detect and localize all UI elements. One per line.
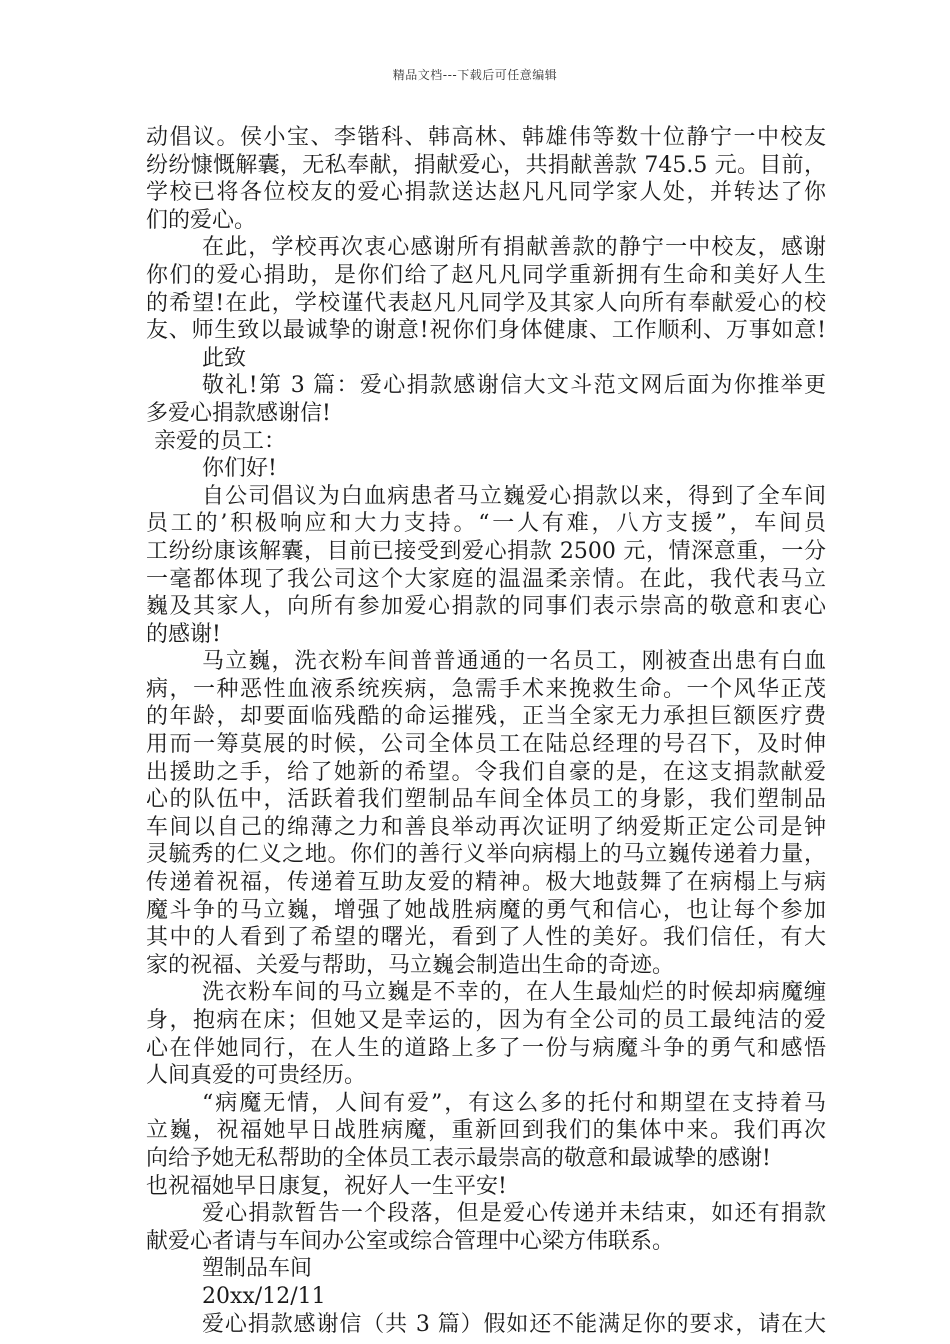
text-line: 们的爱心。: [146, 207, 257, 233]
text-line: 病，一种恶性血液系统疾病，急需手术来挽救生命。一个风华正茂: [146, 676, 826, 702]
text-line: 人间真爱的可贵经历。: [146, 1063, 367, 1089]
text-line: 其中的人看到了希望的曙光，看到了人性的美好。我们信任，有大: [146, 925, 826, 951]
text-line: 的年龄，却要面临残酷的命运摧残，正当全家无力承担巨额医疗费: [146, 704, 826, 730]
text-line: 的感谢!: [146, 621, 221, 647]
text-line: 车间以自己的绵薄之力和善良举动再次证明了纳爱斯正定公司是钟: [146, 814, 826, 840]
text-line: 心在伴她同行，在人生的道路上多了一份与病魔斗争的勇气和感悟: [146, 1035, 826, 1061]
text-line: 灵毓秀的仁义之地。你们的善行义举向病榻上的马立巍传递着力量，: [146, 842, 826, 868]
text-line: 友、师生致以最诚挚的谢意!祝你们身体健康、工作顺利、万事如意!: [146, 318, 826, 344]
text-line: 此致: [202, 345, 247, 371]
text-line: 亲爱的员工：: [154, 428, 287, 454]
text-line: 动倡议。侯小宝、李锴科、韩高林、韩雄伟等数十位静宁一中校友: [146, 125, 826, 150]
text-line: 塑制品车间: [202, 1256, 313, 1282]
text-line: 员工的’积极响应和大力支持。“一人有难，八方支援”，车间员: [146, 511, 826, 537]
text-line: 身，抱病在床；但她又是幸运的，因为有全公司的员工最纯洁的爱: [146, 1008, 826, 1033]
text-line: 洗衣粉车间的马立巍是不幸的，在人生最灿烂的时候却病魔缠: [202, 980, 826, 1006]
text-line: 你们好!: [202, 456, 277, 482]
text-line: 传递着祝福，传递着互助友爱的精神。极大地鼓舞了在病榻上与病: [146, 870, 826, 896]
text-line: 出援助之手，给了她新的希望。令我们自豪的是，在这支捐款献爱: [146, 759, 826, 785]
text-line: 的希望!在此，学校谨代表赵凡凡同学及其家人向所有奉献爱心的校: [146, 290, 826, 316]
document-body: [146, 124, 826, 1338]
text-line: 爱心捐款暂告一个段落，但是爱心传递并未结束，如还有捐款: [202, 1201, 826, 1227]
text-line: 家的祝福、关爱与帮助，马立巍会制造出生命的奇迹。: [146, 952, 675, 978]
text-line: “病魔无情，人间有爱”，有这么多的托付和期望在支持着马: [202, 1090, 826, 1116]
text-line: 工纷纷康该解囊，目前已接受到爱心捐款 2500 元，情深意重，一分: [146, 538, 826, 564]
text-line: 敬礼!第 3 篇：爱心捐款感谢信大文斗范文网后面为你推举更: [202, 373, 826, 399]
text-line: 一毫都体现了我公司这个大家庭的温温柔亲情。在此，我代表马立: [146, 566, 826, 592]
text-line: 马立巍，洗衣粉车间普普通通的一名员工，刚被查出患有白血: [202, 649, 826, 675]
text-line: 纷纷慷慨解囊，无私奉献，捐献爱心，共捐献善款 745.5 元。目前，: [146, 152, 826, 178]
text-line: 20xx/12/11: [202, 1283, 326, 1309]
page-header-note: 精品文档---下载后可任意编辑: [392, 68, 558, 82]
text-line: 自公司倡议为白血病患者马立巍爱心捐款以来，得到了全车间: [202, 483, 826, 509]
text-line: 你们的爱心捐助，是你们给了赵凡凡同学重新拥有生命和美好人生: [146, 262, 826, 288]
text-line: 立巍，祝福她早日战胜病魔，重新回到我们的集体中来。我们再次: [146, 1118, 826, 1144]
text-line: 也祝福她早日康复，祝好人一生平安!: [146, 1173, 507, 1199]
text-line: 用而一筹莫展的时候，公司全体员工在陆总经理的号召下，及时伸: [146, 732, 826, 758]
text-line: 巍及其家人，向所有参加爱心捐款的同事们表示崇高的敬意和衷心: [146, 594, 826, 620]
text-line: 心的队伍中，活跃着我们塑制品车间全体员工的身影，我们塑制品: [146, 787, 826, 813]
text-line: 献爱心者请与车间办公室或综合管理中心梁方伟联系。: [146, 1228, 675, 1254]
text-line: 学校已将各位校友的爱心捐款送达赵凡凡同学家人处，并转达了你: [146, 180, 826, 206]
text-line: 爱心捐款感谢信（共 3 篇）假如还不能满足你的要求，请在大: [202, 1311, 826, 1337]
text-line: 在此，学校再次衷心感谢所有捐献善款的静宁一中校友，感谢: [202, 235, 826, 261]
text-line: 魔斗争的马立巍，增强了她战胜病魔的勇气和信心，也让每个参加: [146, 897, 826, 923]
text-line: 向给予她无私帮助的全体员工表示最崇高的敬意和最诚挚的感谢!: [146, 1145, 771, 1171]
text-line: 多爱心捐款感谢信!: [146, 400, 331, 426]
